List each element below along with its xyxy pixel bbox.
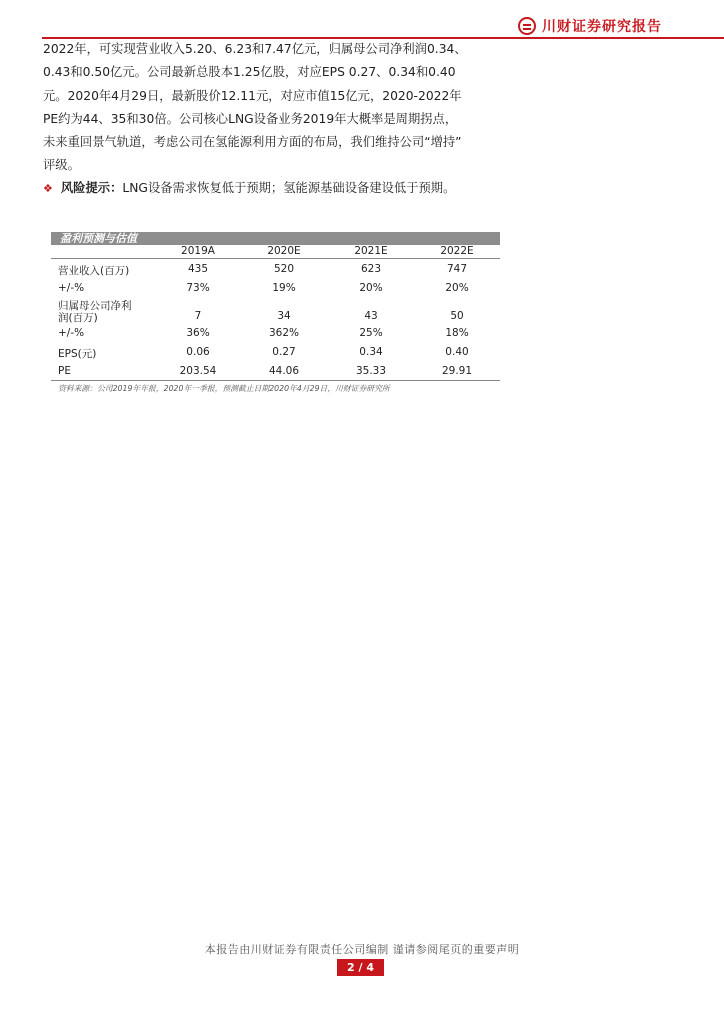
- table-cell: 36%: [186, 327, 210, 339]
- table-cell: 50: [450, 310, 464, 322]
- table-cell: 44.06: [268, 365, 300, 377]
- table-cell: 34: [277, 310, 291, 322]
- table-title: 盈利预测与估值: [51, 232, 500, 245]
- table-cell: 0.06: [186, 346, 210, 358]
- column-header: 2019A: [181, 245, 215, 257]
- table-cell: 623: [360, 263, 382, 275]
- row-label-continued: 润(百万): [58, 312, 98, 324]
- brand-logo: [518, 16, 662, 36]
- body-line: PE约为44、35和30倍。公司核心LNG设备业务2019年大概率是周期拐点，: [43, 111, 458, 126]
- table-cell: 35.33: [355, 365, 387, 377]
- table-bottom-rule: [51, 380, 500, 381]
- table-cell: 29.91: [441, 365, 473, 377]
- diamond-bullet-icon: ❖: [43, 182, 53, 195]
- table-header: [51, 245, 500, 259]
- risk-text: LNG设备需求恢复低于预期；氢能源基础设备建设低于预期。: [122, 181, 456, 195]
- table-cell: 18%: [445, 327, 469, 339]
- row-label: +/-%: [58, 327, 85, 339]
- table-cell: 747: [446, 263, 468, 275]
- table-cell: 20%: [445, 282, 469, 294]
- table-cell: 0.40: [445, 346, 469, 358]
- row-label: PE: [58, 365, 71, 377]
- body-line: 2022年，可实现营业收入5.20、6.23和7.47亿元，归属母公司净利润0.34、: [43, 42, 467, 56]
- column-header: 2022E: [440, 245, 474, 257]
- risk-note: [43, 179, 455, 198]
- table-cell: 25%: [359, 327, 383, 339]
- risk-label: 风险提示：: [60, 181, 123, 195]
- logo-icon: [518, 17, 536, 35]
- body-line: 元。2020年4月29日，最新股价12.11元，对应市值15亿元，2020-2022年: [43, 88, 462, 103]
- table-cell: 19%: [272, 282, 296, 294]
- row-label: +/-%: [58, 282, 85, 294]
- body-line: 评级。: [43, 158, 80, 173]
- table-cell: 7: [194, 310, 202, 322]
- column-header: 2021E: [354, 245, 388, 257]
- table-cell: 362%: [268, 327, 300, 339]
- table-cell: 0.34: [359, 346, 383, 358]
- column-header: 2020E: [267, 245, 301, 257]
- table-cell: 435: [187, 263, 209, 275]
- row-label: 营业收入(百万): [58, 265, 130, 277]
- table-cell: 43: [364, 310, 378, 322]
- brand-name: 川财证券研究报告: [542, 19, 662, 35]
- page-number: 2 / 4: [337, 959, 384, 976]
- table-cell: 203.54: [179, 365, 217, 377]
- table-cell: 73%: [186, 282, 210, 294]
- table-cell: 20%: [359, 282, 383, 294]
- table-cell: 520: [273, 263, 295, 275]
- row-label: EPS(元): [58, 348, 97, 360]
- body-line: 0.43和0.50亿元。公司最新总股本1.25亿股，对应EPS 0.27、0.34和0.40: [43, 65, 456, 80]
- body-line: 未来重回景气轨道，考虑公司在氢能源利用方面的布局，我们维持公司“增持”: [43, 135, 462, 150]
- table-source: 资料来源：公司2019年年报，2020年一季报，预测截止日期2020年4月29日，川财证券研究所: [58, 384, 390, 393]
- table-cell: 0.27: [272, 346, 296, 358]
- row-label: 归属母公司净利: [58, 300, 132, 312]
- body-paragraph: [43, 38, 501, 178]
- footer-disclaimer: 本报告由川财证券有限责任公司编制 谨请参阅尾页的重要声明: [204, 943, 520, 956]
